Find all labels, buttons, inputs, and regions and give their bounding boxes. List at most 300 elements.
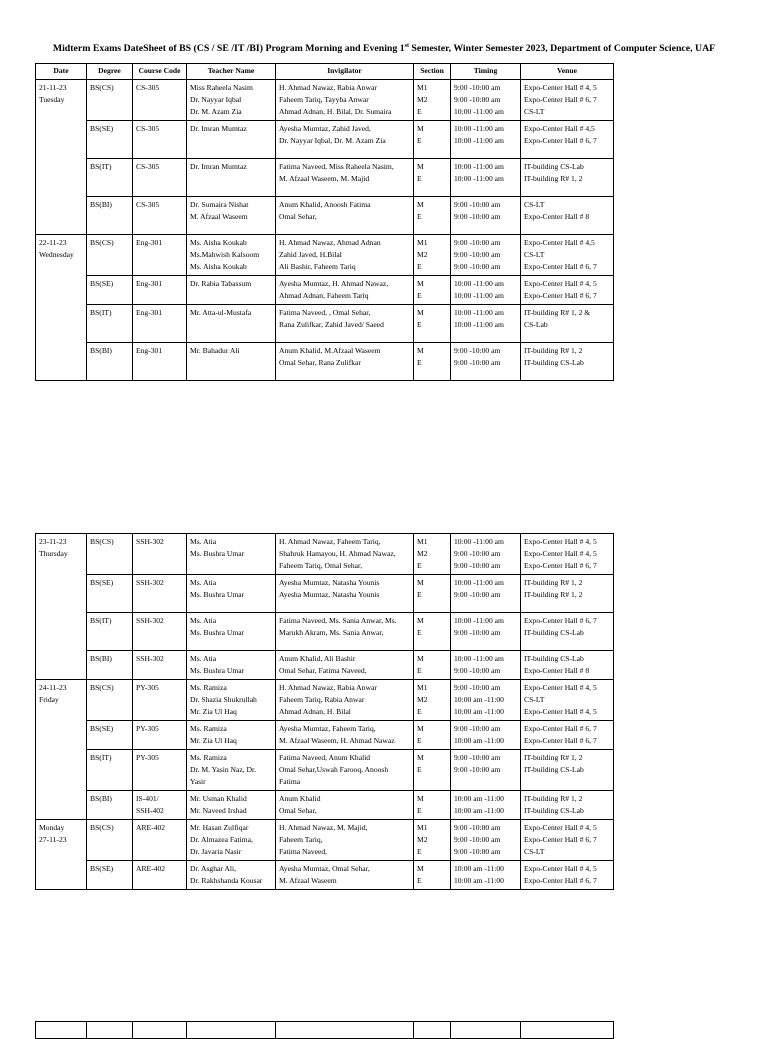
teacher-cell <box>187 613 276 651</box>
course-code-cell <box>133 80 187 121</box>
course-code-cell <box>133 791 187 820</box>
course-code-cell <box>133 575 187 613</box>
timing-cell-line: 9:00 -10:00 am <box>454 262 501 271</box>
course-code-cell-line: CS-305 <box>136 83 160 92</box>
venue-cell-line: Expo-Center Hall # 4, 5 <box>524 864 597 873</box>
venue-cell-line: Expo-Center Hall # 4, 5 <box>524 683 597 692</box>
teacher-cell-line: Mr. Atta-ul-Mustafa <box>190 308 252 317</box>
invigilator-cell-line: Fatima Naveed, Miss Raheela Nasim, <box>279 162 394 171</box>
timing-cell-line: 10:00 -11:00 am <box>454 537 504 546</box>
teacher-cell <box>187 305 276 343</box>
header-venue: Venue <box>521 64 614 80</box>
degree-cell: BS(CS) <box>87 820 133 861</box>
teacher-cell-line: Dr. Nayyar Iqbal <box>190 95 242 104</box>
course-code-cell <box>133 197 187 235</box>
venue-cell <box>521 159 614 197</box>
timing-cell-line: 9:00 -10:00 am <box>454 666 501 675</box>
timing-cell-line: 9:00 -10:00 am <box>454 847 501 856</box>
invigilator-cell-line: Fatima Naveed, , Omal Sehar, <box>279 308 371 317</box>
timing-cell-line: 10:00 am -11:00 <box>454 794 504 803</box>
section-cell <box>414 613 451 651</box>
course-code-cell-line: ARE-402 <box>136 864 166 873</box>
venue-cell-line: IT-building CS-Lab <box>524 806 584 815</box>
teacher-cell <box>187 534 276 575</box>
teacher-cell-line: Yasir <box>190 777 206 786</box>
venue-cell <box>521 721 614 750</box>
invigilator-cell <box>276 159 414 197</box>
course-code-cell-line: PY-305 <box>136 683 159 692</box>
course-code-cell-line: Eng-301 <box>136 238 163 247</box>
date-cell-line: Thursday <box>39 549 68 558</box>
teacher-cell <box>187 820 276 861</box>
venue-cell <box>521 235 614 276</box>
teacher-cell <box>187 343 276 381</box>
header-timing: Timing <box>451 64 521 80</box>
timing-cell-line: 9:00 -10:00 am <box>454 628 501 637</box>
section-cell <box>414 791 451 820</box>
section-cell <box>414 159 451 197</box>
date-cell-line: 24-11-23 <box>39 683 67 692</box>
venue-cell-line: IT-building R# 1, 2 <box>524 346 583 355</box>
teacher-cell-line: Ms. Atia <box>190 537 217 546</box>
timing-cell-line: 9:00 -10:00 am <box>454 765 501 774</box>
venue-cell-line: IT-building R# 1, 2 <box>524 794 583 803</box>
section-cell-line: M <box>417 654 424 663</box>
datesheet-table-1 <box>35 63 614 381</box>
teacher-cell <box>187 750 276 791</box>
venue-cell-line: Expo-Center Hall # 4, 5 <box>524 823 597 832</box>
section-cell-line: E <box>417 847 422 856</box>
venue-cell-line: IT-building R# 1, 2 <box>524 590 583 599</box>
section-cell <box>414 121 451 159</box>
course-code-cell <box>133 861 187 890</box>
invigilator-cell <box>276 305 414 343</box>
teacher-cell-line: Ms. Atia <box>190 654 217 663</box>
degree-cell: BS(SE) <box>87 276 133 305</box>
invigilator-cell-line: Anum Khalid, Ali Bashir <box>279 654 356 663</box>
timing-cell-line: 10:00 -11:00 am <box>454 279 504 288</box>
timing-cell <box>451 235 521 276</box>
venue-cell-line: Expo-Center Hall # 4, 5 <box>524 83 597 92</box>
timing-cell <box>451 861 521 890</box>
teacher-cell-line: Ms.Mahwish Kalsoom <box>190 250 260 259</box>
course-code-cell <box>133 343 187 381</box>
venue-cell-line: Expo-Center Hall # 6, 7 <box>524 616 597 625</box>
course-code-cell <box>133 121 187 159</box>
header-section: Section <box>414 64 451 80</box>
timing-cell <box>451 159 521 197</box>
invigilator-cell <box>276 534 414 575</box>
invigilator-cell-line: Dr. Nayyar Iqbal, Dr. M. Azam Zia <box>279 136 386 145</box>
venue-cell-line: IT-building CS-Lab <box>524 765 584 774</box>
degree-cell: BS(SE) <box>87 721 133 750</box>
section-cell <box>414 721 451 750</box>
invigilator-cell <box>276 680 414 721</box>
teacher-cell <box>187 235 276 276</box>
venue-cell <box>521 575 614 613</box>
timing-cell <box>451 305 521 343</box>
table-row <box>36 343 614 381</box>
section-cell-line: M <box>417 346 424 355</box>
invigilator-cell <box>276 197 414 235</box>
section-cell <box>414 861 451 890</box>
section-cell <box>414 750 451 791</box>
timing-cell-line: 9:00 -10:00 am <box>454 95 501 104</box>
section-cell-line: M2 <box>417 549 428 558</box>
section-cell-line: M <box>417 308 424 317</box>
table-row <box>36 721 614 750</box>
degree-cell: BS(SE) <box>87 861 133 890</box>
course-code-cell-line: SSH-402 <box>136 806 164 815</box>
header-invigilator: Invigilator <box>276 64 414 80</box>
table-row <box>36 276 614 305</box>
teacher-cell <box>187 575 276 613</box>
table-row <box>36 861 614 890</box>
invigilator-cell-line: H. Ahmad Nawaz, Rabia Anwar <box>279 83 377 92</box>
teacher-cell-line: Dr. Imran Mumtaz <box>190 162 247 171</box>
teacher-cell <box>187 276 276 305</box>
section-cell <box>414 680 451 721</box>
section-cell-line: E <box>417 262 422 271</box>
teacher-cell-line: Mr. Naveed Irshad <box>190 806 247 815</box>
teacher-cell-line: Ms. Aisha Koukab <box>190 262 247 271</box>
timing-cell-line: 9:00 -10:00 am <box>454 561 501 570</box>
header-date: Date <box>36 64 87 80</box>
section-cell-line: M <box>417 200 424 209</box>
venue-cell-line: Expo-Center Hall # 4, 5 <box>524 537 597 546</box>
teacher-cell-line: Ms. Ramiza <box>190 724 227 733</box>
teacher-cell <box>187 721 276 750</box>
invigilator-cell-line: M. Afzaal Waseem <box>279 876 337 885</box>
venue-cell-line: Expo-Center Hall # 4,5 <box>524 238 595 247</box>
degree-cell: BS(IT) <box>87 305 133 343</box>
date-cell <box>36 820 87 890</box>
venue-cell <box>521 651 614 680</box>
invigilator-cell-line: Anum Khalid, Anoosh Fatima <box>279 200 371 209</box>
degree-cell: BS(IT) <box>87 613 133 651</box>
date-cell-line: 22-11-23 <box>39 238 67 247</box>
course-code-cell-line: Eng-301 <box>136 308 163 317</box>
venue-cell-line: CS-Lab <box>524 320 548 329</box>
table-row <box>36 680 614 721</box>
invigilator-cell <box>276 721 414 750</box>
invigilator-cell <box>276 235 414 276</box>
degree-cell: BS(BI) <box>87 343 133 381</box>
venue-cell-line: Expo-Center Hall # 6, 7 <box>524 835 597 844</box>
timing-cell-line: 10:00 -11:00 am <box>454 107 504 116</box>
date-cell-line: 23-11-23 <box>39 537 67 546</box>
invigilator-cell-line: Shahruk Hamayou, H. Ahmad Nawaz, <box>279 549 396 558</box>
section-cell-line: E <box>417 320 422 329</box>
teacher-cell-line: Ms. Atia <box>190 578 217 587</box>
course-code-cell-line: SSH-302 <box>136 578 164 587</box>
section-cell-line: M <box>417 578 424 587</box>
invigilator-cell-line: Ahmad Adnan, H. Bilal, Dr. Sumaira <box>279 107 392 116</box>
invigilator-cell-line: Zahid Javed, H.Bilal <box>279 250 342 259</box>
timing-cell-line: 10:00 -11:00 am <box>454 654 504 663</box>
degree-cell: BS(SE) <box>87 575 133 613</box>
timing-cell-line: 9:00 -10:00 am <box>454 683 501 692</box>
course-code-cell <box>133 276 187 305</box>
section-cell-line: M <box>417 724 424 733</box>
timing-cell-line: 9:00 -10:00 am <box>454 549 501 558</box>
section-cell-line: M1 <box>417 238 428 247</box>
invigilator-cell-line: H. Ahmad Nawaz, Rabia Anwar <box>279 683 377 692</box>
venue-cell-line: Expo-Center Hall # 4, 5 <box>524 549 597 558</box>
section-cell <box>414 80 451 121</box>
page-title: Midterm Exams DateSheet of BS (CS / SE /IT /BI) Program Morning and Evening 1st Semester, Winter Semester 2023, Department of Computer Science, UAF <box>52 43 716 54</box>
venue-cell-line: Expo-Center Hall # 4,5 <box>524 124 595 133</box>
header-degree: Degree <box>87 64 133 80</box>
course-code-cell-line: IS-401/ <box>136 794 159 803</box>
section-cell-line: E <box>417 765 422 774</box>
section-cell-line: E <box>417 806 422 815</box>
course-code-cell <box>133 534 187 575</box>
venue-cell <box>521 534 614 575</box>
section-cell-line: E <box>417 358 422 367</box>
course-code-cell <box>133 680 187 721</box>
venue-cell-line: IT-building R# 1, 2 & <box>524 308 591 317</box>
invigilator-cell-line: Ayesha Mumtaz, Natasha Younis <box>279 590 380 599</box>
section-cell <box>414 651 451 680</box>
timing-cell-line: 9:00 -10:00 am <box>454 212 501 221</box>
teacher-cell-line: Ms. Ramiza <box>190 683 227 692</box>
table-row <box>36 305 614 343</box>
timing-cell <box>451 80 521 121</box>
teacher-cell-line: Mr. Usman Khalid <box>190 794 247 803</box>
venue-cell-line: Expo-Center Hall # 4, 5 <box>524 279 597 288</box>
venue-cell-line: IT-building CS-Lab <box>524 162 584 171</box>
section-cell <box>414 235 451 276</box>
date-cell-line: Friday <box>39 695 59 704</box>
course-code-cell-line: Eng-301 <box>136 279 163 288</box>
table-row <box>36 121 614 159</box>
invigilator-cell <box>276 80 414 121</box>
section-cell-line: E <box>417 736 422 745</box>
timing-cell-line: 10:00 -11:00 am <box>454 124 504 133</box>
invigilator-cell <box>276 613 414 651</box>
course-code-cell <box>133 820 187 861</box>
teacher-cell-line: Dr. M. Yasin Naz, Dr. <box>190 765 257 774</box>
teacher-cell <box>187 80 276 121</box>
venue-cell-line: IT-building R# 1, 2 <box>524 753 583 762</box>
table-row <box>36 534 614 575</box>
venue-cell-line: IT-building CS-Lab <box>524 628 584 637</box>
invigilator-cell <box>276 276 414 305</box>
teacher-cell <box>187 680 276 721</box>
venue-cell <box>521 820 614 861</box>
invigilator-cell-line: H. Ahmad Nawaz, M. Majid, <box>279 823 368 832</box>
section-cell-line: M <box>417 162 424 171</box>
timing-cell-line: 10:00 -11:00 am <box>454 162 504 171</box>
venue-cell-line: IT-building R# 1, 2 <box>524 174 583 183</box>
degree-cell: BS(IT) <box>87 159 133 197</box>
invigilator-cell <box>276 121 414 159</box>
timing-cell-line: 10:00 -11:00 am <box>454 136 504 145</box>
invigilator-cell-line: Omal Sehar,Uswah Farooq, Anoosh <box>279 765 389 774</box>
timing-cell-line: 10:00 -11:00 am <box>454 291 504 300</box>
header-teacher-name: Teacher Name <box>187 64 276 80</box>
venue-cell-line: Expo-Center Hall # 8 <box>524 666 590 675</box>
venue-cell-line: IT-building CS-Lab <box>524 654 584 663</box>
date-cell-line: Tuesday <box>39 95 65 104</box>
timing-cell-line: 9:00 -10:00 am <box>454 250 501 259</box>
table-row <box>36 791 614 820</box>
teacher-cell-line: Dr. Rabia Tabassum <box>190 279 252 288</box>
invigilator-cell <box>276 820 414 861</box>
degree-cell: BS(CS) <box>87 80 133 121</box>
timing-cell <box>451 721 521 750</box>
venue-cell <box>521 613 614 651</box>
invigilator-cell-line: H. Ahmad Nawaz, Faheem Tariq, <box>279 537 381 546</box>
venue-cell-line: Expo-Center Hall # 6, 7 <box>524 561 597 570</box>
venue-cell-line: Expo-Center Hall # 4, 5 <box>524 707 597 716</box>
section-cell-line: E <box>417 291 422 300</box>
course-code-cell-line: SSH-302 <box>136 537 164 546</box>
section-cell <box>414 534 451 575</box>
venue-cell <box>521 791 614 820</box>
table-row <box>36 575 614 613</box>
invigilator-cell-line: Omal Sehar, Rana Zulifkar <box>279 358 361 367</box>
course-code-cell <box>133 305 187 343</box>
timing-cell-line: 9:00 -10:00 am <box>454 200 501 209</box>
section-cell <box>414 575 451 613</box>
section-cell-line: E <box>417 561 422 570</box>
invigilator-cell-line: H. Ahmad Nawaz, Ahmad Adnan <box>279 238 381 247</box>
venue-cell <box>521 276 614 305</box>
course-code-cell-line: ARE-402 <box>136 823 166 832</box>
venue-cell-line: Expo-Center Hall # 6, 7 <box>524 95 597 104</box>
timing-cell-line: 9:00 -10:00 am <box>454 823 501 832</box>
invigilator-cell <box>276 750 414 791</box>
degree-cell: BS(BI) <box>87 651 133 680</box>
section-cell-line: M <box>417 124 424 133</box>
venue-cell-line: IT-building CS-Lab <box>524 358 584 367</box>
datesheet-table-2 <box>35 533 614 890</box>
invigilator-cell-line: Faheem Tariq, Rabia Anwar <box>279 695 365 704</box>
date-cell-line: Wednesday <box>39 250 74 259</box>
section-cell-line: M1 <box>417 683 428 692</box>
teacher-cell-line: Mr. Zia Ul Haq <box>190 707 237 716</box>
table-row <box>36 750 614 791</box>
invigilator-cell-line: Ahmad Adnan, Faheem Tariq <box>279 291 369 300</box>
venue-cell <box>521 197 614 235</box>
table-row <box>36 1022 614 1039</box>
date-cell <box>36 680 87 820</box>
teacher-cell-line: Dr. M. Azam Zia <box>190 107 242 116</box>
teacher-cell-line: Ms. Bushra Umar <box>190 628 245 637</box>
invigilator-cell-line: M. Afzaal Waseem, M. Majid <box>279 174 370 183</box>
timing-cell-line: 9:00 -10:00 am <box>454 835 501 844</box>
venue-cell-line: Expo-Center Hall # 8 <box>524 212 590 221</box>
date-cell-line: 21-11-23 <box>39 83 67 92</box>
section-cell-line: M <box>417 279 424 288</box>
venue-cell-line: Expo-Center Hall # 6, 7 <box>524 724 597 733</box>
teacher-cell-line: Dr. Rakhshanda Kousar <box>190 876 263 885</box>
timing-cell-line: 10:00 -11:00 am <box>454 308 504 317</box>
invigilator-cell-line: Fatima Naveed, <box>279 847 328 856</box>
timing-cell-line: 10:00 am -11:00 <box>454 864 504 873</box>
course-code-cell-line: CS-305 <box>136 162 160 171</box>
date-cell <box>36 235 87 381</box>
venue-cell-line: Expo-Center Hall # 6, 7 <box>524 291 597 300</box>
invigilator-cell-line: Ayesha Mumtaz, H. Ahmad Nawaz, <box>279 279 389 288</box>
degree-cell: BS(SE) <box>87 121 133 159</box>
degree-cell: BS(CS) <box>87 534 133 575</box>
section-cell-line: M2 <box>417 695 428 704</box>
section-cell-line: M2 <box>417 95 428 104</box>
table-row <box>36 80 614 121</box>
invigilator-cell <box>276 861 414 890</box>
timing-cell-line: 9:00 -10:00 am <box>454 358 501 367</box>
teacher-cell <box>187 197 276 235</box>
table-row <box>36 159 614 197</box>
venue-cell-line: CS-LT <box>524 250 545 259</box>
section-cell-line: E <box>417 212 422 221</box>
teacher-cell <box>187 121 276 159</box>
teacher-cell-line: Mr. Hasan Zulfiqar <box>190 823 249 832</box>
timing-cell-line: 9:00 -10:00 am <box>454 590 501 599</box>
date-cell <box>36 80 87 235</box>
teacher-cell-line: Ms. Bushra Umar <box>190 590 245 599</box>
invigilator-cell-line: Marukh Akram, Ms. Sania Anwar, <box>279 628 384 637</box>
venue-cell <box>521 861 614 890</box>
degree-cell: BS(BI) <box>87 791 133 820</box>
section-cell <box>414 305 451 343</box>
section-cell-line: M <box>417 864 424 873</box>
invigilator-cell-line: Ayesha Mumtaz, Omal Sehar, <box>279 864 370 873</box>
timing-cell-line: 9:00 -10:00 am <box>454 83 501 92</box>
section-cell-line: M <box>417 794 424 803</box>
section-cell-line: M <box>417 616 424 625</box>
course-code-cell-line: CS-305 <box>136 124 160 133</box>
timing-cell <box>451 343 521 381</box>
course-code-cell <box>133 159 187 197</box>
invigilator-cell-line: Ali Bashir, Faheem Tariq <box>279 262 356 271</box>
course-code-cell <box>133 235 187 276</box>
teacher-cell-line: Ms. Ramiza <box>190 753 227 762</box>
teacher-cell-line: Dr. Javaria Nasir <box>190 847 242 856</box>
venue-cell-line: Expo-Center Hall # 6, 7 <box>524 736 597 745</box>
timing-cell-line: 10:00 -11:00 am <box>454 174 504 183</box>
invigilator-cell-line: Ayesha Mumtaz, Natasha Younis <box>279 578 380 587</box>
teacher-cell-line: M. Afzaal Waseem <box>190 212 248 221</box>
header-row <box>36 64 614 80</box>
degree-cell: BS(IT) <box>87 750 133 791</box>
invigilator-cell-line: Ahmad Adnan, H. Bilal <box>279 707 351 716</box>
invigilator-cell <box>276 791 414 820</box>
invigilator-cell-line: Omal Sehar, <box>279 806 317 815</box>
section-cell-line: E <box>417 707 422 716</box>
course-code-cell-line: PY-305 <box>136 753 159 762</box>
invigilator-cell <box>276 575 414 613</box>
course-code-cell-line: SSH-302 <box>136 654 164 663</box>
degree-cell: BS(CS) <box>87 680 133 721</box>
invigilator-cell-line: Fatima Naveed, Anum Khalid <box>279 753 371 762</box>
timing-cell <box>451 197 521 235</box>
course-code-cell-line: PY-305 <box>136 724 159 733</box>
table-row <box>36 613 614 651</box>
header-course-code: Course Code <box>133 64 187 80</box>
timing-cell <box>451 791 521 820</box>
section-cell <box>414 276 451 305</box>
venue-cell-line: CS-LT <box>524 695 545 704</box>
venue-cell <box>521 343 614 381</box>
course-code-cell <box>133 721 187 750</box>
timing-cell <box>451 750 521 791</box>
section-cell-line: M2 <box>417 250 428 259</box>
venue-cell-line: IT-building R# 1, 2 <box>524 578 583 587</box>
